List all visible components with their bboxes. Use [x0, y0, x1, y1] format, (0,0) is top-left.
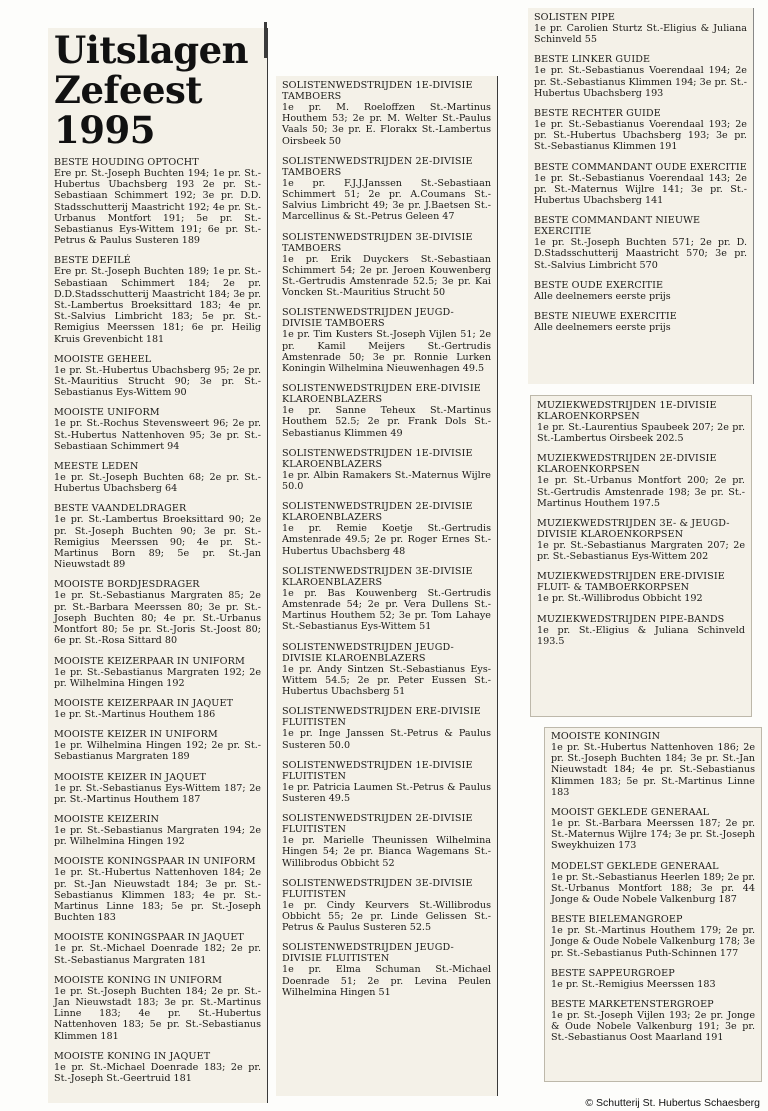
section-heading: MUZIEKWEDSTRIJDEN 2E-DIVISIE KLAROENKORPSEN	[537, 453, 717, 476]
result-section	[551, 807, 755, 852]
result-section	[54, 656, 261, 689]
section-heading: MEESTE LEDEN	[54, 461, 139, 473]
section-heading: BESTE OUDE EXERCITIE	[534, 279, 664, 291]
section-heading: MOOISTE KEIZERPAAR IN JAQUET	[54, 697, 234, 709]
section-results: 1e pr. Albin Ramakers St.-Maternus Wijlre 50.0	[282, 469, 491, 493]
section-results: 1e pr. St.-Michael Doenrade 183; 2e pr. St.-Joseph St.-Geertruid 181	[54, 1061, 261, 1084]
result-section	[534, 311, 747, 333]
section-heading: BESTE HOUDING OPTOCHT	[54, 157, 199, 168]
section-heading: SOLISTENWEDSTRIJDEN 3E-DIVISIE TAMBOERS	[282, 231, 473, 254]
section-results: 1e pr. St.-Rochus Stevensweert 96; 2e pr. St.-Hubertus Nattenhoven 95; 3e pr. St.-Sebastiaan Schimmert 94	[54, 418, 261, 452]
result-section	[551, 968, 755, 990]
result-section	[54, 407, 261, 452]
section-heading: SOLISTENWEDSTRIJDEN 2E-DIVISIE FLUITISTEN	[282, 813, 473, 836]
result-section	[282, 878, 491, 934]
section-results: 1e pr. St.-Martinus Houthem 186	[54, 708, 216, 720]
result-section	[551, 731, 755, 798]
section-results: 1e pr. St.-Michael Doenrade 182; 2e pr. St.-Sebastianus Margraten 181	[54, 943, 261, 966]
section-results: 1e pr. St.-Sebastianus Margraten 85; 2e pr. St.-Barbara Meerssen 80; 3e pr. St.-Joseph Buchten 80; 4e pr. St.-Urbanus Montfort 80; 5e pr. St.-Joris St.-Joost 80; 6e pr. St.-Rosa Sittard 80	[54, 590, 261, 647]
result-section	[282, 307, 491, 374]
section-heading: MOOISTE KONING IN JAQUET	[54, 1050, 211, 1062]
section-heading: BESTE MARKETENSTERGROEP	[551, 999, 714, 1011]
result-section	[551, 861, 755, 906]
section-results: 1e pr. St.-Martinus Houthem 179; 2e pr. Jonge & Oude Nobele Valkenburg 178; 3e pr. St.-Sebastianus Puth-Schinnen 177	[551, 925, 755, 959]
section-heading: MOOISTE UNIFORM	[54, 407, 160, 419]
result-section	[282, 813, 491, 869]
page-title: Uitslagen Zefeest 1995	[54, 28, 249, 152]
section-results: 1e pr. St.-Urbanus Montfort 200; 2e pr. St.-Gertrudis Amstenrade 198; 3e pr. St.-Martinus Houthem 197.5	[537, 475, 745, 509]
results-column-3b	[537, 400, 745, 647]
section-results: 1e pr. St.-Joseph Buchten 184; 2e pr. St.-Jan Nieuwstadt 183; 3e pr. St.-Martinus Linne 183; 4e pr. St.-Hubertus Nattenhoven 183; 5e pr. St.-Sebastianus Klimmen 181	[54, 985, 261, 1042]
result-section	[282, 448, 491, 492]
section-heading: BESTE COMMANDANT NIEUWE EXERCITIE	[534, 215, 701, 238]
section-results: 1e pr. M. Roeloffzen St.-Martinus Houthem 53; 2e pr. M. Welter St.-Paulus Vaals 50; 3e pr. E. Florakx St.-Lambertus Oirsbeek 50	[282, 102, 491, 147]
result-section	[282, 232, 491, 299]
section-heading: MUZIEKWEDSTRIJDEN 1E-DIVISIE KLAROENKORPSEN	[537, 400, 717, 422]
clipping-right-bottom	[544, 727, 762, 1082]
result-section	[551, 999, 755, 1044]
result-section	[534, 280, 747, 302]
section-heading: SOLISTENWEDSTRIJDEN 1E-DIVISIE FLUITISTEN	[282, 759, 473, 782]
section-results: 1e pr. Remie Koetje St.-Gertrudis Amstenrade 49.5; 2e pr. Roger Ernes St.-Hubertus Ubachsberg 48	[282, 523, 491, 557]
section-heading: MOOISTE KEIZER IN UNIFORM	[54, 729, 218, 741]
section-heading: MOOIST GEKLEDE GENERAAL	[551, 807, 710, 819]
section-heading: MOOISTE BORDJESDRAGER	[54, 579, 200, 591]
result-section	[534, 215, 747, 271]
section-heading: BESTE NIEUWE EXERCITIE	[534, 311, 677, 323]
section-results: 1e pr. Marielle Theunissen Wilhelmina Hingen 54; 2e pr. Bianca Wagemans St.-Willibrodus Obbicht 52	[282, 835, 491, 869]
section-results: 1e pr. St.-Joseph Buchten 571; 2e pr. D. D.Stadsschutterij Maastricht 570; 3e pr. St.-Salvius Limbricht 570	[534, 237, 747, 271]
result-section	[534, 162, 747, 207]
section-results: 1e pr. F.J.J.Janssen St.-Sebastiaan Schimmert 51; 2e pr. A.Coumans St.-Salvius Limbricht 49; 3e pr. J.Baetsen St.-Marcellinus & St.-Petrus Geleen 47	[282, 177, 491, 223]
results-column-3c	[551, 731, 755, 1044]
result-section	[54, 255, 261, 344]
result-section	[537, 453, 745, 509]
result-section	[54, 772, 261, 805]
result-section	[54, 729, 261, 762]
section-heading: MOOISTE KONING IN UNIFORM	[54, 974, 223, 986]
clipping-right-middle	[530, 395, 752, 717]
results-column-2	[282, 80, 491, 998]
section-heading: BESTE COMMANDANT OUDE EXERCITIE	[534, 161, 747, 173]
section-results: 1e pr. St.-Joseph Buchten 68; 2e pr. St.-Hubertus Ubachsberg 64	[54, 472, 261, 495]
section-heading: BESTE LINKER GUIDE	[534, 54, 651, 66]
section-heading: SOLISTENWEDSTRIJDEN 3E-DIVISIE FLUITISTEN	[282, 877, 473, 900]
section-heading: SOLISTENWEDSTRIJDEN 3E-DIVISIE KLAROENBLAZERS	[282, 565, 473, 588]
section-results: 1e pr. St.-Remigius Meerssen 183	[551, 978, 716, 990]
section-results: Alle deelnemers eerste prijs	[534, 322, 671, 334]
section-results: Alle deelnemers eerste prijs	[534, 290, 671, 302]
section-results: 1e pr. St.-Sebastianus Margraten 192; 2e pr. Wilhelmina Hingen 192	[54, 666, 261, 689]
section-results: 1e pr. St.-Hubertus Nattenhoven 184; 2e pr. St.-Jan Nieuwstadt 184; 3e pr. St.-Sebastianus Klimmen 183; 4e pr. St.-Martinus Linne 183; 5e pr. St.-Joseph Buchten 183	[54, 867, 261, 924]
section-results: 1e pr. St.-Hubertus Nattenhoven 186; 2e pr. St.-Joseph Buchten 184; 3e pr. St.-Jan Nieuwstadt 184; 4e pr. St.-Sebastianus Klimmen 183; 5e pr. St.-Martinus Linne 183	[551, 742, 755, 798]
section-results: 1e pr. St.-Sebastianus Heerlen 189; 2e pr. St.-Urbanus Montfort 188; 3e pr. 44 Jonge & Oude Nobele Valkenburg 187	[551, 871, 755, 906]
result-section	[54, 856, 261, 923]
section-results: 1e pr. St.-Lambertus Broeksittard 90; 2e pr. St.-Joseph Buchten 90; 3e pr. St.-Remigius Meerssen 90; 4e pr. St.-Martinus Born 89; 5e pr. St.-Jan Nieuwstadt 89	[54, 514, 261, 571]
section-heading: MUZIEKWEDSTRIJDEN PIPE-BANDS	[537, 613, 725, 625]
section-results: 1e pr. Sanne Teheux St.-Martinus Houthem 52.5; 2e pr. Frank Dols St.-Sebastianus Klimmen 49	[282, 405, 491, 439]
result-section	[54, 354, 261, 399]
section-heading: MOOISTE KEIZER IN JAQUET	[54, 771, 207, 783]
section-results: 1e pr. St.-Sebastianus Voerendaal 143; 2e pr. St.-Maternus Wijlre 141; 3e pr. St.-Hubertus Ubachsberg 141	[534, 172, 747, 207]
result-section	[282, 501, 491, 557]
section-results: 1e pr. Carolien Sturtz St.-Eligius & Juliana Schinveld 55	[534, 23, 747, 46]
section-heading: SOLISTEN PIPE	[534, 12, 616, 23]
section-results: 1e pr. Wilhelmina Hingen 192; 2e pr. St.-Sebastianus Margraten 189	[54, 740, 261, 763]
section-results: 1e pr. St.-Sebastianus Voerendaal 194; 2e pr. St.-Sebastianus Klimmen 194; 3e pr. St.-Hubertus Ubachsberg 193	[534, 65, 747, 99]
section-results: Ere pr. St.-Joseph Buchten 194; 1e pr. St.-Hubertus Ubachsberg 193 2e pr. St.-Sebastiaan Schimmert 192; 3e pr. D.D. Stadsschutterij Maastricht 192; 4e pr. St.-Urbanus Montfort 191; 5e pr. St.-Sebastianus Eys-Wittem 191; 6e pr. St.-Petrus & Paulus Susteren 189	[54, 168, 261, 247]
clipping-middle	[276, 76, 498, 1096]
section-results: 1e pr. St.-Laurentius Spaubeek 207; 2e pr. St.-Lambertus Oirsbeek 202.5	[537, 422, 745, 445]
section-results: 1e pr. Patricia Laumen St.-Petrus & Paulus Susteren 49.5	[282, 781, 491, 804]
section-heading: SOLISTENWEDSTRIJDEN ERE-DIVISIE KLAROENBLAZERS	[282, 383, 481, 406]
section-heading: BESTE RECHTER GUIDE	[534, 108, 661, 120]
section-results: 1e pr. Erik Duyckers St.-Sebastiaan Schimmert 54; 2e pr. Jeroen Kouwenberg St.-Gertrudis Amstenrade 52.5; 3e pr. Kai Voncken St.-Mauritius Strucht 50	[282, 253, 491, 299]
section-heading: SOLISTENWEDSTRIJDEN JEUGD-DIVISIE KLAROENBLAZERS	[282, 641, 454, 664]
result-section	[54, 814, 261, 847]
clipping-right-top	[528, 8, 754, 384]
section-results: 1e pr. St.-Hubertus Ubachsberg 95; 2e pr. St.-Mauritius Strucht 90; 3e pr. St.-Sebastianus Eys-Wittem 90	[54, 364, 261, 399]
result-section	[54, 461, 261, 494]
section-heading: MOOISTE KEIZERPAAR IN UNIFORM	[54, 655, 245, 667]
result-section	[282, 642, 491, 698]
paper-fold	[264, 22, 267, 58]
section-heading: SOLISTENWEDSTRIJDEN ERE-DIVISIE FLUITISTEN	[282, 706, 481, 729]
section-heading: MOOISTE KONINGSPAAR IN UNIFORM	[54, 856, 256, 868]
result-section	[54, 1051, 261, 1084]
section-results: 1e pr. Inge Janssen St.-Petrus & Paulus Susteren 50.0	[282, 728, 491, 751]
result-section	[537, 518, 745, 562]
result-section	[537, 400, 745, 444]
result-section	[282, 80, 491, 147]
section-results: Ere pr. St.-Joseph Buchten 189; 1e pr. St.-Sebastiaan Schimmert 184; 2e pr. D.D.Stadsschutterij Maastricht 184; 3e pr. St.-Lambertus Broeksittard 183; 4e pr. St.-Salvius Limbricht 183; 5e pr. St.-Remigius Meerssen 181; 6e pr. Heilig Kruis Grevenbicht 181	[54, 266, 261, 345]
section-heading: MUZIEKWEDSTRIJDEN ERE-DIVISIE FLUIT- & TAMBOERKORPSEN	[537, 571, 725, 594]
result-section	[537, 614, 745, 647]
result-section	[534, 12, 747, 45]
section-results: 1e pr. St.-Sebastianus Voerendaal 193; 2e pr. St.-Hubertus Ubachsberg 193; 3e pr. St.-Sebastianus Klimmen 191	[534, 119, 747, 153]
section-heading: MOOISTE KEIZERIN	[54, 813, 160, 825]
section-results: 1e pr. Tim Kusters St.-Joseph Vijlen 51; 2e pr. Kamil Meijers St.-Gertrudis Amstenrade 50; 3e pr. Ronnie Lurken Koningin Wilhelmina Nieuwenhagen 49.5	[282, 329, 491, 375]
section-results: 1e pr. St.-Barbara Meerssen 187; 2e pr. St.-Maternus Wijlre 174; 3e pr. St.-Joseph Sweykhuizen 173	[551, 818, 755, 852]
section-results: 1e pr. St.-Sebastianus Margraten 207; 2e pr. St.-Sebastianus Eys-Wittem 202	[537, 540, 745, 563]
section-heading: BESTE DEFILÉ	[54, 255, 131, 267]
section-results: 1e pr. St.-Sebastianus Eys-Wittem 187; 2e pr. St.-Martinus Houthem 187	[54, 782, 261, 805]
section-heading: MOOISTE KONINGIN	[551, 731, 661, 742]
results-column-1	[54, 157, 261, 1084]
result-section	[282, 566, 491, 633]
section-results: 1e pr. St.-Joseph Vijlen 193; 2e pr. Jonge & Oude Nobele Valkenburg 191; 3e pr. St.-Sebastianus Oost Maarland 191	[551, 1010, 755, 1044]
result-section	[282, 760, 491, 804]
section-heading: MOOISTE GEHEEL	[54, 353, 152, 365]
section-results: 1e pr. Cindy Keurvers St.-Willibrodus Obbicht 55; 2e pr. Linde Gelissen St.-Petrus & Paulus Susteren 52.5	[282, 899, 491, 934]
section-heading: MOOISTE KONINGSPAAR IN JAQUET	[54, 932, 244, 944]
section-results: 1e pr. St.-Eligius & Juliana Schinveld 193.5	[537, 624, 745, 647]
copyright-notice: © Schutterij St. Hubertus Schaesberg	[585, 1097, 760, 1109]
section-heading: SOLISTENWEDSTRIJDEN 1E-DIVISIE KLAROENBLAZERS	[282, 447, 473, 470]
result-section	[54, 157, 261, 246]
result-section	[54, 698, 261, 720]
section-results: 1e pr. Bas Kouwenberg St.-Gertrudis Amstenrade 54; 2e pr. Vera Dullens St.-Martinus Houthem 52; 3e pr. Tom Lahaye St.-Sebastianus Eys-Wittem 51	[282, 587, 491, 633]
result-section	[537, 571, 745, 604]
section-heading: SOLISTENWEDSTRIJDEN JEUGD-DIVISIE FLUITISTEN	[282, 942, 454, 965]
section-results: 1e pr. St.-Sebastianus Margraten 194; 2e pr. Wilhelmina Hingen 192	[54, 824, 261, 848]
result-section	[282, 942, 491, 998]
section-heading: SOLISTENWEDSTRIJDEN 2E-DIVISIE TAMBOERS	[282, 155, 473, 178]
result-section	[54, 932, 261, 965]
result-section	[54, 503, 261, 570]
result-section	[54, 579, 261, 646]
section-heading: BESTE VAANDELDRAGER	[54, 503, 187, 515]
section-heading: BESTE BIELEMANGROEP	[551, 914, 683, 926]
clipping-left	[48, 28, 268, 1103]
result-section	[534, 108, 747, 153]
section-heading: SOLISTENWEDSTRIJDEN JEUGD-DIVISIE TAMBOERS	[282, 307, 454, 330]
section-heading: MUZIEKWEDSTRIJDEN 3E- & JEUGD-DIVISIE KLAROENKORPSEN	[537, 518, 730, 541]
section-heading: MODELST GEKLEDE GENERAAL	[551, 860, 719, 872]
result-section	[54, 975, 261, 1042]
section-results: 1e pr. St.-Willibrodus Obbicht 192	[537, 593, 703, 605]
result-section	[551, 914, 755, 959]
section-results: 1e pr. Andy Sintzen St.-Sebastianus Eys-Wittem 54.5; 2e pr. Peter Eussen St.-Hubertus Ubachsberg 51	[282, 663, 491, 698]
result-section	[282, 383, 491, 439]
section-results: 1e pr. Elma Schuman St.-Michael Doenrade 51; 2e pr. Levina Peulen Wilhelmina Hingen 51	[282, 964, 491, 998]
result-section	[282, 156, 491, 223]
section-heading: BESTE SAPPEURGROEP	[551, 967, 675, 979]
section-heading: SOLISTENWEDSTRIJDEN 2E-DIVISIE KLAROENBLAZERS	[282, 501, 473, 524]
result-section	[282, 706, 491, 750]
result-section	[534, 54, 747, 99]
section-heading: SOLISTENWEDSTRIJDEN 1E-DIVISIE TAMBOERS	[282, 80, 473, 102]
results-column-3a	[534, 12, 747, 333]
